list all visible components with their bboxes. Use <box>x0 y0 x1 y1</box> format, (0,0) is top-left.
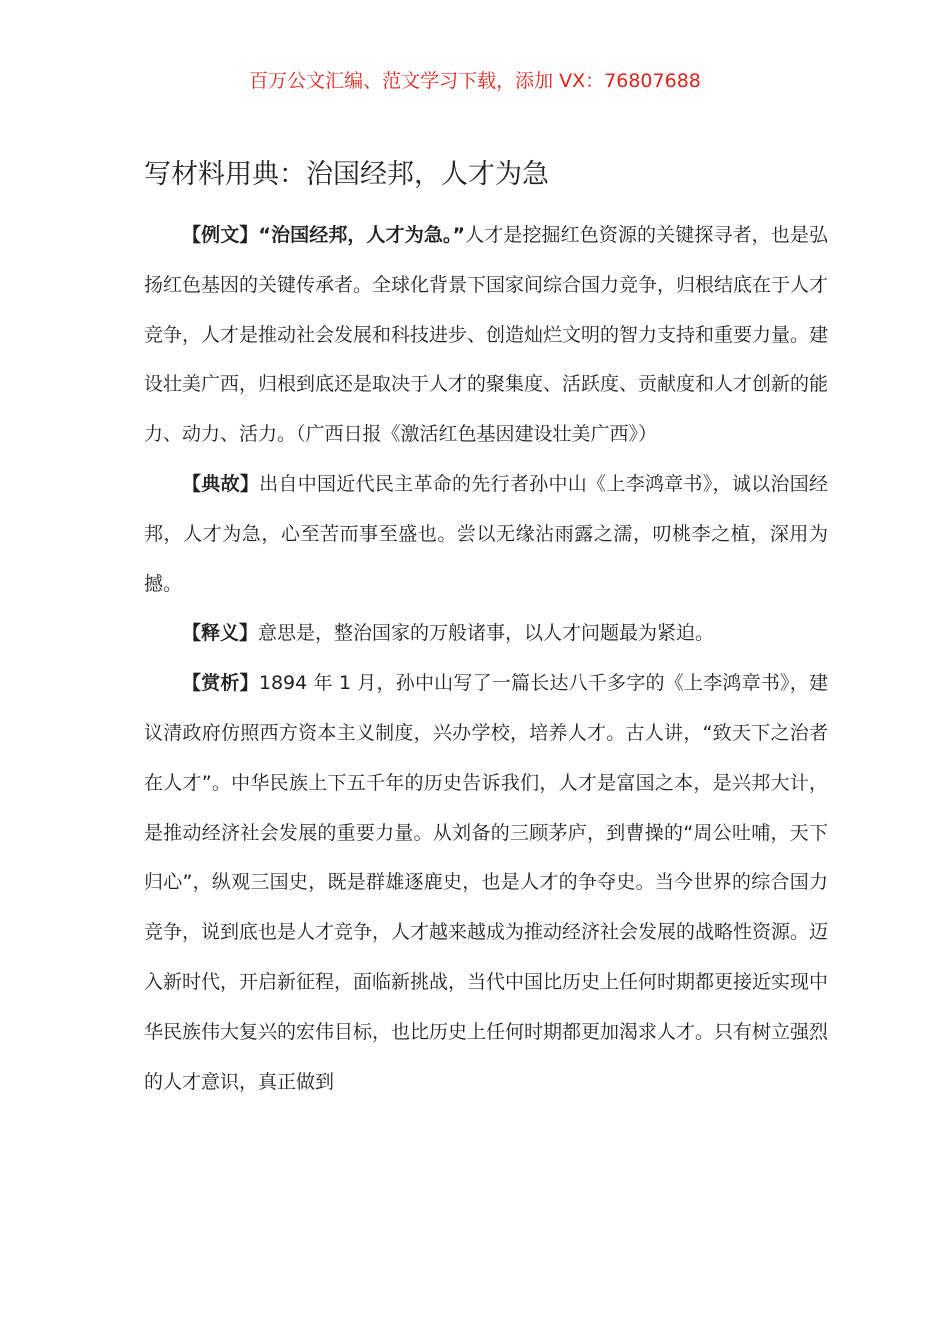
example-paragraph <box>144 211 828 460</box>
meaning-text: 意思是，整治国家的万般诸事，以人才问题最为紧迫。 <box>258 622 715 645</box>
allusion-text: 出自中国近代民主革命的先行者孙中山《上李鸿章书》，诚以治国经邦，人才为急，心至苦而事至盛也。尝以无缘沾雨露之濡，叨桃李之植，深用为撼。 <box>144 472 828 595</box>
appreciation-text: 1894 年 1 月，孙中山写了一篇长达八千多字的《上李鸿章书》，建议清政府仿照西方资本主义制度，兴办学校，培养人才。古人讲，“致天下之治者在人才”。中华民族上下五千年的历史告诉我们，人才是富国之本，是兴邦大计，是推动经济社会发展的重要力量。从刘备的三顾茅庐，到曹操的“周公吐哺，天下归心”，纵观三国史，既是群雄逐鹿史，也是人才的争夺史。当今世界的综合国力竞争，说到底也是人才竞争，人才越来越成为推动经济社会发展的战略性资源。迈入新时代，开启新征程，面临新挑战，当代中国比历史上任何时期都更接近实现中华民族伟大复兴的宏伟目标，也比历史上任何时期都更加渴求人才。只有树立强烈的人才意识，真正做到 <box>144 672 829 1093</box>
appreciation-tag: 【赏析】 <box>182 672 259 695</box>
page-title: 写材料用典：治国经邦，人才为急 <box>144 159 549 190</box>
example-quote: “治国经邦，人才为急。” <box>258 224 466 246</box>
watermark-banner: 百万公文汇编、范文学习下载，添加 VX：76807688 <box>249 70 701 92</box>
example-tag: 【例文】 <box>182 224 259 246</box>
meaning-paragraph <box>144 609 828 659</box>
example-text: 人才是挖掘红色资源的关键探寻者，也是弘扬红色基因的关键传承者。全球化背景下国家间综合国力竞争，归根结底在于人才竞争，人才是推动社会发展和科技进步、创造灿烂文明的智力支持和重要力量。建设壮美广西，归根到底还是取决于人才的聚集度、活跃度、贡献度和人才创新的能力、动力、活力。（广西日报《激活红色基因建设壮美广西》） <box>144 224 829 446</box>
allusion-paragraph <box>144 460 828 609</box>
allusion-tag: 【典故】 <box>182 472 260 495</box>
meaning-tag: 【释义】 <box>182 622 259 645</box>
appreciation-paragraph <box>144 659 828 1107</box>
article-body <box>144 211 828 1107</box>
